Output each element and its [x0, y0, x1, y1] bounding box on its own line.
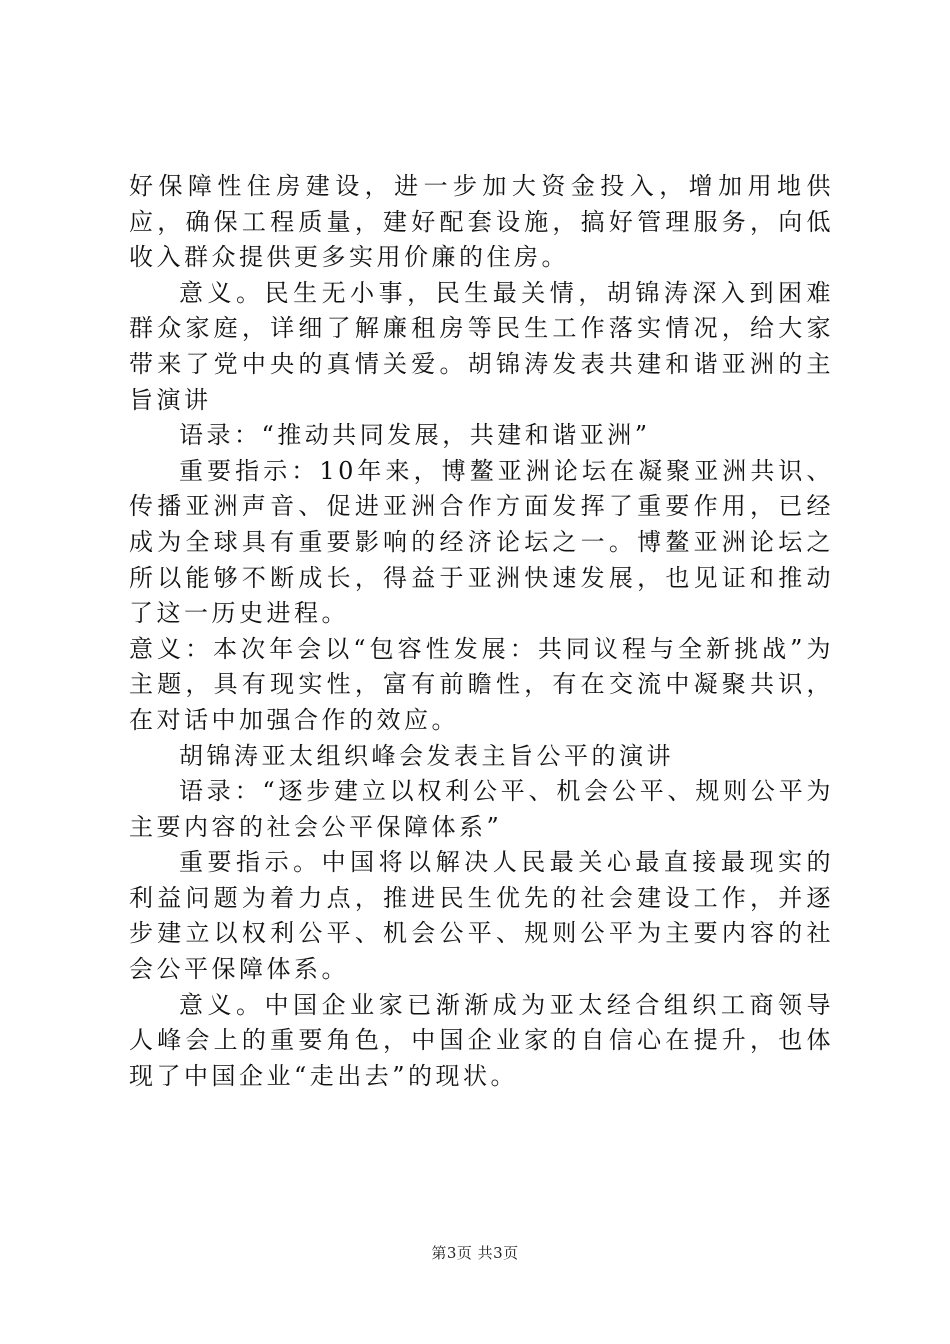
paragraph: 意义。民生无小事，民生最关情，胡锦涛深入到困难群众家庭，详细了解廉租房等民生工作落实情况，给大家带来了党中央的真情关爱。胡锦涛发表共建和谐亚洲的主旨演讲 [129, 278, 834, 414]
document-body [129, 169, 834, 1094]
paragraph: 胡锦涛亚太组织峰会发表主旨公平的演讲 [179, 741, 674, 770]
paragraph: 重要指示。中国将以解决人民最关心最直接最现实的利益问题为着力点，推进民生优先的社会建设工作，并逐步建立以权利公平、机会公平、规则公平为主要内容的社会公平保障体系。 [129, 848, 834, 984]
paragraph: 意义：本次年会以“包容性发展：共同议程与全新挑战”为主题，具有现实性，富有前瞻性，有在交流中凝聚共识，在对话中加强合作的效应。 [129, 634, 834, 734]
paragraph: 语录：“逐步建立以权利公平、机会公平、规则公平为主要内容的社会公平保障体系” [129, 777, 834, 841]
paragraph: 重要指示：10年来，博鳌亚洲论坛在凝聚亚洲共识、传播亚洲声音、促进亚洲合作方面发挥了重要作用，已经成为全球具有重要影响的经济论坛之一。博鳌亚洲论坛之所以能够不断成长，得益于亚洲快速发展，也见证和推动了这一历史进程。 [129, 456, 834, 628]
page-number-footer: 第3页 共3页 [431, 1244, 519, 1262]
paragraph: 语录：“推动共同发展，共建和谐亚洲” [179, 421, 651, 450]
paragraph: 意义。中国企业家已渐渐成为亚太经合组织工商领导人峰会上的重要角色，中国企业家的自信心在提升，也体现了中国企业“走出去”的现状。 [129, 990, 834, 1090]
paragraph: 好保障性住房建设，进一步加大资金投入，增加用地供应，确保工程质量，建好配套设施，搞好管理服务，向低收入群众提供更多实用价廉的住房。 [129, 172, 834, 272]
